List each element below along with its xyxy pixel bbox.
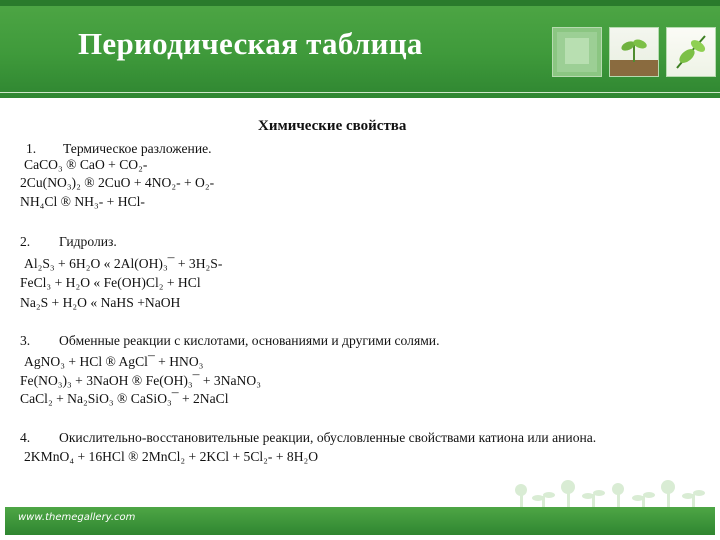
reaction-line: NH₄Cl ® NH₃- + HCl-: [20, 194, 145, 209]
header-top-band: [0, 0, 720, 6]
reaction-line: Fe(NO₃)₃ + 3NaOH ® Fe(OH)₃¯ + 3NaNO₃: [20, 373, 261, 388]
reaction-line: AgNO₃ + HCl ® AgCl¯ + HNO₃: [24, 354, 204, 369]
footer-url: www.themegallery.com: [18, 512, 136, 523]
reaction-line: Na₂S + H₂O « NaHS +NaOH: [20, 295, 181, 310]
section-title: Гидролиз.: [59, 234, 117, 249]
leaf-icon: [552, 27, 602, 77]
header-thumbnails: [552, 27, 716, 77]
reaction-line: FeCl₃ + H₂O « Fe(OH)Cl₂ + HCl: [20, 275, 201, 290]
reaction-line: 2Cu(NO₃)₂ ® 2CuO + 4NO₂- + O₂-: [20, 175, 215, 190]
section-title: Термическое разложение.: [63, 141, 212, 156]
plant-icon: [666, 27, 716, 77]
section-number: 3.: [20, 333, 31, 348]
section-number: 1.: [26, 141, 37, 156]
reaction-line: Al₂S₃ + 6H₂O « 2Al(OH)₃¯ + 3H₂S-: [24, 256, 223, 271]
header-divider: [0, 92, 720, 93]
sprout-icon: [609, 27, 659, 77]
reaction-line: 2KMnO₄ + 16HCl ® 2MnCl₂ + 2KCl + 5Cl₂- + 8H₂O: [24, 449, 319, 464]
section-2-heading: [20, 234, 117, 250]
section-4-heading: [20, 430, 596, 446]
section-1-heading: [26, 141, 212, 157]
section-subtitle: Химические свойства: [258, 118, 407, 134]
section-title: Обменные реакции с кислотами, основаниями и другими солями.: [59, 333, 440, 348]
reaction-line: CaCl₂ + Na₂SiO₃ ® CaSiO₃¯ + 2NaCl: [20, 391, 229, 406]
section-number: 4.: [20, 430, 31, 445]
page-title: Периодическая таблица: [78, 26, 423, 61]
section-title: Окислительно-восстановительные реакции, обусловленные свойствами катиона или аниона.: [59, 430, 597, 445]
section-number: 2.: [20, 234, 31, 249]
section-3-heading: [20, 333, 439, 349]
reaction-line: CaCO₃ ® CaO + CO₂-: [24, 157, 148, 172]
